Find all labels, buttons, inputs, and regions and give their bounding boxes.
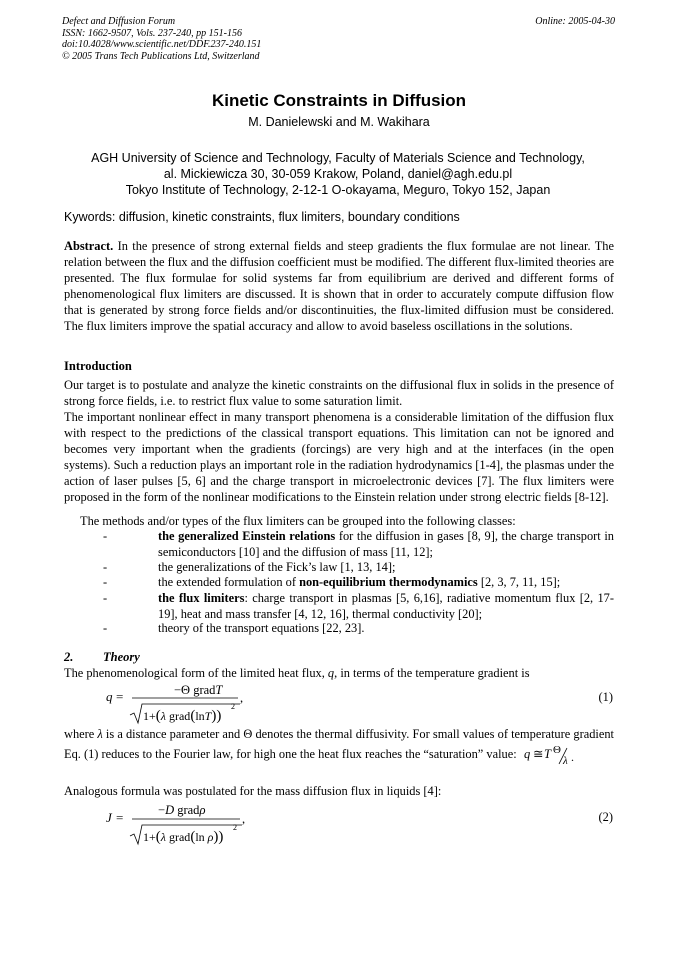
- equation-2: [100, 798, 300, 850]
- abstract-text: In the presence of strong external fields and steep gradients the flux formulae are not linear. The relation between the flux and the diffusion coefficient must be modified. The different flux-limited theories are presented. The flux formulae for solid systems far from equilibrium are derived and different forms of phenomenological flux limiters are discussed. It is shown that in order to accurately compute diffusion flow that is generated by strong force fields and/or discontinuities, the flux-limited diffusion must be considered. The flux limiters improve the spatial accuracy and allow to avoid baseless oscillations in the solutions.: [64, 239, 614, 334]
- svg-text:=: =: [116, 810, 124, 825]
- svg-text:1+(λ grad(lnT)): 1+(λ grad(lnT)): [143, 708, 222, 724]
- paper-title: Kinetic Constraints in Diffusion: [211, 91, 467, 110]
- list-bullet: -: [103, 529, 108, 543]
- online-date: Online: 2005-04-30: [535, 16, 615, 27]
- copyright-line: © 2005 Trans Tech Publications Ltd, Switzerland: [62, 50, 260, 62]
- section-title: Theory: [103, 650, 140, 664]
- equation-1: [100, 678, 300, 728]
- svg-text:λ: λ: [562, 755, 568, 767]
- section-heading-theory: [64, 650, 140, 665]
- keywords: Kywords: diffusion, kinetic constraints, flux limiters, boundary conditions: [64, 210, 460, 224]
- theory-paragraph-3: Analogous formula was postulated for the mass diffusion flux in liquids [4]:: [64, 784, 442, 798]
- svg-text:,: ,: [242, 812, 246, 826]
- list-bullet: -: [103, 621, 108, 635]
- doi-line: doi:10.4028/www.scientific.net/DDF.237-240.151: [62, 39, 262, 50]
- saturation-formula: [523, 742, 575, 766]
- list-text: theory of the transport equations [22, 23].: [158, 621, 365, 635]
- svg-text:2: 2: [231, 702, 235, 711]
- intro-paragraph-1: Our target is to postulate and analyze the kinetic constraints on the diffusional flux in solids in the presence of strong force fields, i.e. to restrict flux value to some saturation limit.: [64, 378, 614, 409]
- section-heading-introduction: Introduction: [64, 359, 132, 373]
- svg-text:Θ: Θ: [552, 744, 561, 757]
- svg-text:≅: ≅: [532, 747, 544, 762]
- svg-text:=: =: [116, 689, 124, 704]
- list-text: the extended formulation of non-equilibrium thermodynamics [2, 3, 7, 11, 15];: [158, 575, 561, 589]
- svg-text:2: 2: [233, 823, 237, 832]
- svg-text:q: q: [106, 689, 113, 704]
- svg-text:1+(λ grad(ln ρ)): 1+(λ grad(ln ρ)): [143, 829, 224, 845]
- svg-text:,: ,: [240, 691, 244, 705]
- theory-paragraph-1: The phenomenological form of the limited heat flux, q, in terms of the temperature gradient is: [64, 666, 530, 680]
- list-bold: non-equilibrium thermodynamics: [299, 575, 478, 589]
- svg-text:−Θ gradT: −Θ gradT: [174, 683, 223, 697]
- equation-1-number: (1): [598, 690, 613, 704]
- issn-line: ISSN: 1662-9507, Vols. 237-240, pp 151-156: [62, 27, 242, 39]
- intro-paragraph-2: The important nonlinear effect in many transport phenomena is a considerable limitation of the diffusion flux with respect to the predictions of the classical transport equations. This limitation can not be ignored and becomes very important when the gradients (forcings) are very high and at the interfaces (in the open systems). Such a reduction plays an important role in the radiation hydrodynamics [1-4], the plasmas under the action of laser pulses [5, 6] and the charge transport in microelectronic devices [7]. The flux limiters were proposed in the form of the nonlinear modifications to the Einstein relation under strong electric fields [8-12].: [64, 410, 614, 505]
- list-text: the flux limiters: charge transport in plasmas [5, 6,16], radiative momentum flux [2, 17-19], heat and mass transfer [4, 12, 16], thermal conductivity [20];: [158, 591, 615, 621]
- svg-text:q: q: [523, 747, 531, 762]
- journal-header: [62, 16, 261, 62]
- svg-text:J: J: [106, 810, 112, 825]
- equation-2-number: (2): [598, 810, 613, 824]
- list-text: the generalizations of the Fick’s law [1, 13, 14];: [158, 560, 396, 574]
- list-bullet: -: [103, 575, 108, 589]
- section-number: 2.: [64, 650, 74, 664]
- affiliation-line: Tokyo Institute of Technology, 2-12-1 O-okayama, Meguro, Tokyo 152, Japan: [125, 183, 551, 197]
- journal-name: Defect and Diffusion Forum: [62, 16, 176, 27]
- affiliation-line: al. Mickiewicza 30, 30-059 Krakow, Poland, daniel@agh.edu.pl: [163, 167, 513, 181]
- paper-authors: M. Danielewski and M. Wakihara: [248, 115, 430, 129]
- svg-text:−D gradρ: −D gradρ: [158, 803, 206, 817]
- theory-paragraph-2: where λ is a distance parameter and Θ denotes the thermal diffusivity. For small values of temperature gradient Eq. (1) reduces to the Fourier law, for high one the heat flux reaches the “saturation” value: q ≅ T Θ λ .: [64, 727, 614, 767]
- list-bullet: -: [103, 591, 108, 605]
- abstract: [64, 238, 614, 335]
- affiliations: [62, 150, 614, 198]
- list-text: the generalized Einstein relations for the diffusion in gases [8, 9], the charge transport in semiconductors [10] and the diffusion of mass [11, 12];: [158, 529, 615, 559]
- intro-paragraph-3: The methods and/or types of the flux limiters can be grouped into the following classes:: [80, 514, 516, 528]
- svg-text:T: T: [543, 747, 551, 762]
- affiliation-line: AGH University of Science and Technology, Faculty of Materials Science and Technology,: [91, 151, 585, 165]
- list-bold: the generalized Einstein relations: [158, 529, 336, 543]
- list-bold: the flux limiters: [158, 591, 245, 605]
- list-bullet: -: [103, 560, 108, 574]
- abstract-label: Abstract.: [64, 239, 114, 253]
- svg-text:.: .: [570, 750, 574, 765]
